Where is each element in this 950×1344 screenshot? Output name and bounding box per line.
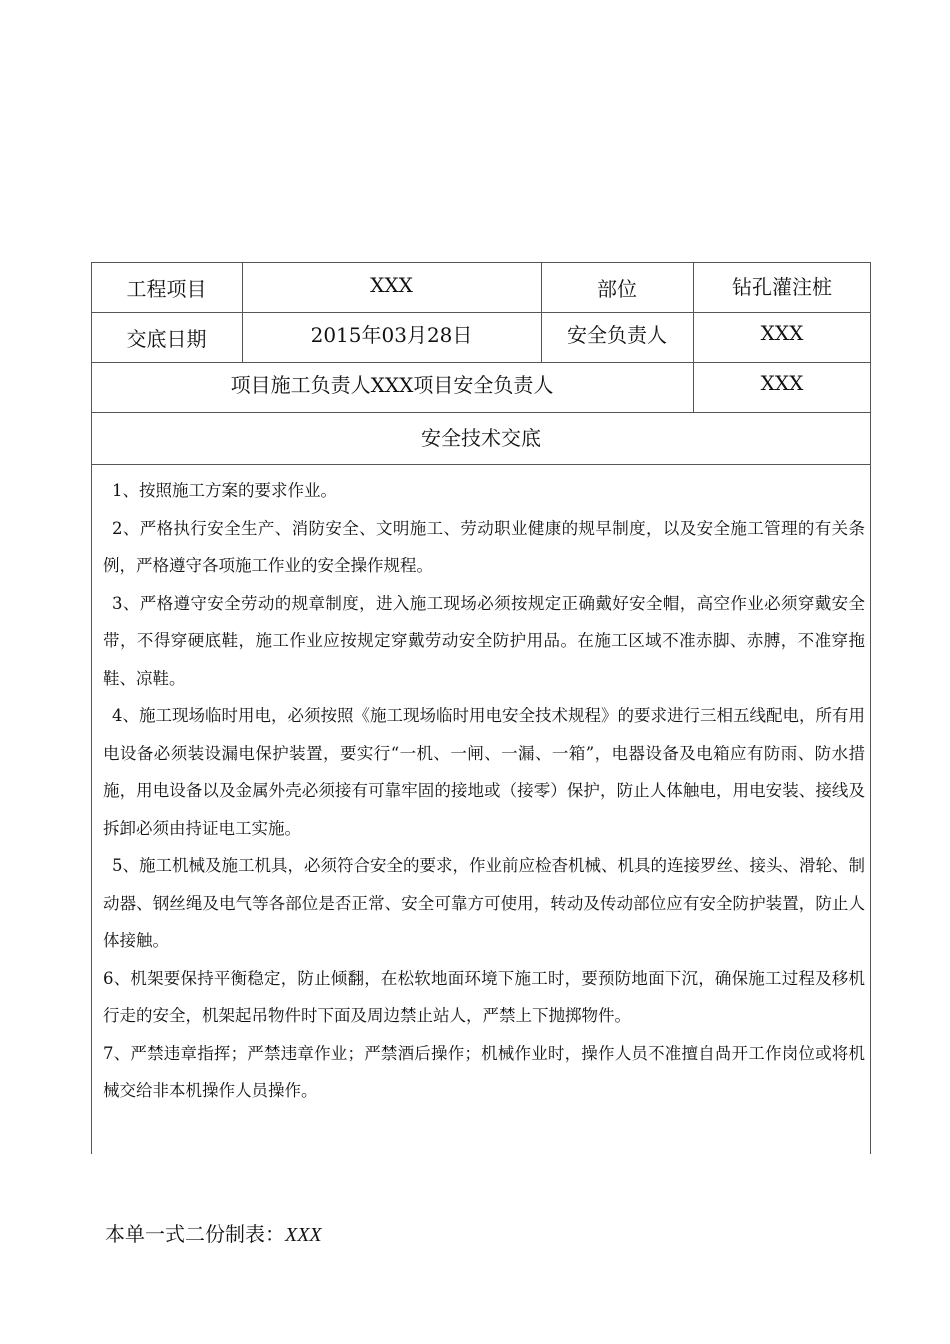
footer-note bbox=[105, 1218, 322, 1247]
disclosure-item-5: 5、施工机械及施工机具，必须符合安全的要求，作业前应检杳机械、机具的连接罗丝、接头、滑轮、制动器、钢丝绳及电气等各部位是否正常、安全可靠方可使用，转动及传动部位应有安全防护装置，防止人体接触。 bbox=[103, 856, 865, 950]
value-project: XXX bbox=[370, 273, 413, 297]
disclosure-item-2: 2、严格执行安全生产、消防安全、文明施工、劳动职业健康的规早制度，以及安全施工管理的有关条例，严格遵守各项施工作业的安全操作规程。 bbox=[103, 518, 865, 575]
project-leaders: 项目施工负责人XXX项目安全负责人 bbox=[230, 372, 554, 397]
disclosure-item-1: 1、按照施工方案的要求作业。 bbox=[112, 481, 337, 500]
disclosure-item-3: 3、严格遵守安全劳动的规章制度，进入施工现场必须按规定正确戴好安全帽，高空作业必须穿戴安全带，不得穿硬底鞋，施工作业应按规定穿戴劳动安全防护用品。在施工区域不准赤脚、赤膊，不准穿拖鞋、凉鞋。 bbox=[103, 593, 865, 688]
label-project: 工程项目 bbox=[126, 276, 207, 301]
footer-value: XXX bbox=[285, 1224, 322, 1246]
value-date: 2015年03月28日 bbox=[310, 322, 473, 347]
value-safety-officer: XXX bbox=[760, 321, 804, 345]
value-location: 钻孔灌注桩 bbox=[732, 274, 832, 299]
disclosure-item-6: 6、机架要保持平衡稳定，防止倾翻，在松软地面环境下施工时，要预防地面下沉，确保施工过程及移机行走的安全，机架起吊物件时下面及周边禁止站人，严禁上下抛掷物件。 bbox=[103, 968, 865, 1025]
disclosure-item-7: 7、严禁违章指挥；严禁违章作业；严禁酒后操作；机械作业时，操作人员不准擅自咼开工作岗位或将机械交给非本机操作人员操作。 bbox=[103, 1043, 865, 1100]
label-date: 交底日期 bbox=[126, 326, 207, 351]
disclosure-table bbox=[91, 262, 871, 1154]
label-location: 部位 bbox=[597, 276, 637, 301]
footer-label: 本单一式二份制表： bbox=[105, 1222, 285, 1246]
value-leader: XXX bbox=[760, 371, 804, 395]
table-rule bbox=[91, 464, 871, 465]
section-title: 安全技术交底 bbox=[421, 425, 541, 450]
disclosure-items bbox=[103, 472, 865, 1110]
disclosure-item-4: 4、施工现场临时用电，必须按照《施工现场临时用电安全技术规程》的要求进行三相五线配电，所有用电设备必须装设漏电保护装置，要实行“一机、一闸、一漏、一箱”，电器设备及电箱应有防雨、防水措施，用电设备以及金属外壳必须接有可靠牢固的接地或（接零）保护，防止人体触电，用电安装、接线及拆卸必须由持证电工实施。 bbox=[103, 706, 865, 838]
label-safety-officer: 安全负责人 bbox=[567, 322, 667, 347]
